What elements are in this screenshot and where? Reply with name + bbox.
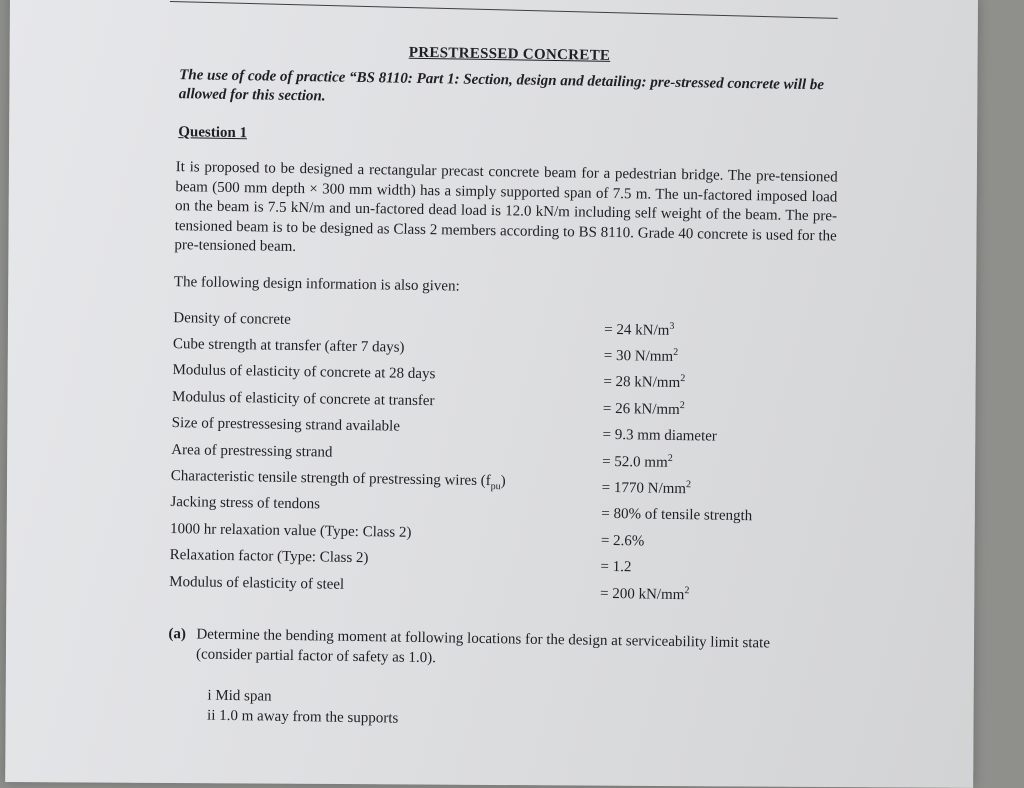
info-value: = 9.3 mm diameter <box>602 426 717 445</box>
info-label: Size of prestressesing strand available <box>171 415 401 435</box>
header-rule <box>170 1 838 19</box>
locations-list <box>207 686 840 736</box>
part-a-question <box>168 624 829 674</box>
given-info-intro: The following design information is also given: <box>173 273 460 295</box>
design-info-list <box>169 308 845 609</box>
question-heading: Question 1 <box>178 124 248 142</box>
location-item: ii 1.0 m away from the supports <box>206 707 399 727</box>
info-value: = 24 $kN/m^3$ <box>604 320 675 339</box>
code-of-practice-note: The use of code of practice “BS 8110: Part 1: Section, design and detailing: pre-stressed concrete will be allowed for this section. <box>178 67 825 105</box>
info-label: 1000 hr relaxation value (Type: Class 2) <box>169 520 412 541</box>
info-value: = 2.6% <box>600 532 645 550</box>
info-value: = 1770 $N/mm^2$ <box>601 479 692 498</box>
info-label: Jacking stress of tendons <box>170 494 321 513</box>
info-label: Modulus of elasticity of steel <box>169 573 345 593</box>
info-label: Cube strength at transfer (after 7 days) <box>172 335 405 356</box>
info-value: = 200 $kN/mm^2$ <box>599 584 690 603</box>
page-content <box>159 41 850 736</box>
info-value: = 1.2 <box>600 558 632 576</box>
part-a-label: (a) <box>168 625 187 643</box>
info-value: = 26 $kN/mm^2$ <box>602 399 685 418</box>
info-value: = 28 $kN/mm^2$ <box>603 373 686 392</box>
info-label: Relaxation factor (Type: Class 2) <box>169 547 369 567</box>
exam-paper <box>5 0 978 788</box>
part-a-text: Determine the bending moment at following locations for the design at serviceability limit state (consider partial factor of safety as 1.0). <box>195 626 771 667</box>
info-value: = 52.0 $mm^2$ <box>602 452 673 471</box>
info-label: Area of prestressing strand <box>171 441 333 461</box>
info-label: Density of concrete <box>173 309 291 328</box>
info-value: = 30 $N/mm^2$ <box>603 346 679 365</box>
info-value: = 80% of tensile strength <box>601 506 753 525</box>
section-title: PRESTRESSED CONCRETE <box>408 44 611 64</box>
location-item: i Mid span <box>207 687 272 705</box>
problem-statement: It is proposed to be designed a rectangular precast concrete beam for a pedestrian bridge. The pre-tensioned beam (500 mm depth × 300 mm width) has a simply supported span of 7.5 m. The un-factored imposed load on the beam is 7.5 kN/m and un-factored dead load is 12.0 kN/m including self weight of the beam. The pre-tensioned beam is to be designed as Class 2 members according to BS 8110. Grade 40 concrete is used for the pre-tensioned beam. <box>174 159 838 255</box>
info-label: Characteristic tensile strength of prestressing wires $(f_{pu})$ <box>170 467 506 493</box>
info-label: Modulus of elasticity of concrete at 28 days <box>172 362 436 383</box>
info-label: Modulus of elasticity of concrete at transfer <box>171 388 435 409</box>
